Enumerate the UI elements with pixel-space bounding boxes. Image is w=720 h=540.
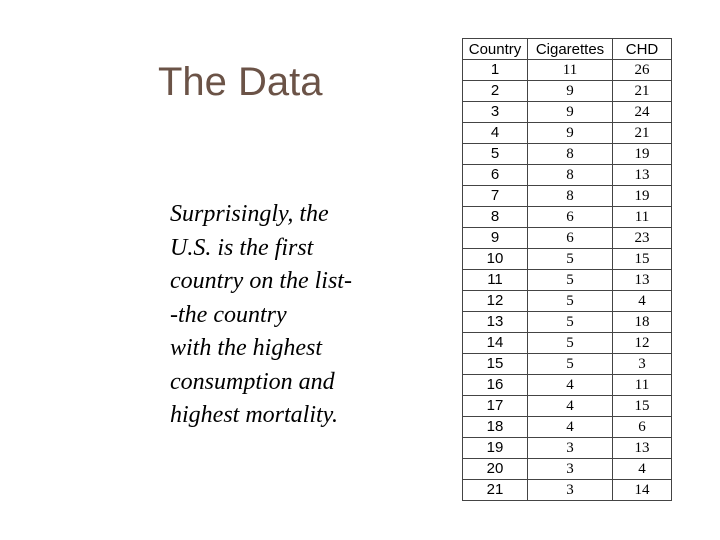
chd-cell: 15: [613, 396, 672, 417]
chd-cell: 23: [613, 228, 672, 249]
chd-cell: 21: [613, 123, 672, 144]
country-cell: 2: [463, 81, 528, 102]
table-row: [463, 144, 672, 165]
table-row: [463, 165, 672, 186]
country-cell: 12: [463, 291, 528, 312]
table-row: [463, 81, 672, 102]
table-row: [463, 270, 672, 291]
column-header-chd: CHD: [613, 39, 672, 60]
cigarettes-cell: 3: [528, 480, 613, 501]
country-cell: 9: [463, 228, 528, 249]
chd-cell: 14: [613, 480, 672, 501]
chd-cell: 19: [613, 144, 672, 165]
column-header-cigarettes: Cigarettes: [528, 39, 613, 60]
chd-cell: 21: [613, 81, 672, 102]
table-row: [463, 249, 672, 270]
chd-cell: 26: [613, 60, 672, 81]
country-cell: 1: [463, 60, 528, 81]
country-cell: 11: [463, 270, 528, 291]
cigarettes-cell: 8: [528, 144, 613, 165]
country-cell: 5: [463, 144, 528, 165]
table-row: [463, 459, 672, 480]
country-cell: 3: [463, 102, 528, 123]
chd-cell: 13: [613, 270, 672, 291]
table-row: [463, 396, 672, 417]
cigarettes-cell: 4: [528, 396, 613, 417]
cigarettes-cell: 5: [528, 291, 613, 312]
chd-cell: 11: [613, 375, 672, 396]
table-row: [463, 438, 672, 459]
table-row: [463, 228, 672, 249]
country-cell: 4: [463, 123, 528, 144]
cigarettes-cell: 4: [528, 375, 613, 396]
country-cell: 16: [463, 375, 528, 396]
cigarettes-cell: 8: [528, 186, 613, 207]
cigarettes-cell: 5: [528, 354, 613, 375]
table-row: [463, 354, 672, 375]
chd-cell: 13: [613, 165, 672, 186]
cigarettes-cell: 5: [528, 312, 613, 333]
table-row: [463, 60, 672, 81]
table-row: [463, 333, 672, 354]
table-row: [463, 375, 672, 396]
body-line: with the highest: [170, 335, 322, 361]
cigarettes-cell: 6: [528, 228, 613, 249]
cigarettes-cell: 9: [528, 123, 613, 144]
country-cell: 21: [463, 480, 528, 501]
cigarettes-cell: 3: [528, 438, 613, 459]
chd-cell: 19: [613, 186, 672, 207]
chd-cell: 6: [613, 417, 672, 438]
cigarettes-cell: 5: [528, 249, 613, 270]
slide-body-text: [170, 198, 410, 433]
table-row: [463, 207, 672, 228]
chd-cell: 4: [613, 459, 672, 480]
cigarettes-cell: 8: [528, 165, 613, 186]
country-cell: 19: [463, 438, 528, 459]
cigarettes-cell: 9: [528, 81, 613, 102]
table-row: [463, 123, 672, 144]
table-header-row: [463, 39, 672, 60]
chd-cell: 4: [613, 291, 672, 312]
cigarettes-cell: 6: [528, 207, 613, 228]
country-cell: 10: [463, 249, 528, 270]
country-cell: 20: [463, 459, 528, 480]
body-line: consumption and: [170, 368, 335, 395]
table-row: [463, 102, 672, 123]
table-row: [463, 186, 672, 207]
chd-cell: 3: [613, 354, 672, 375]
body-line: highest mortality.: [170, 402, 338, 428]
cigarettes-cell: 3: [528, 459, 613, 480]
cigarettes-cell: 5: [528, 333, 613, 354]
chd-cell: 18: [613, 312, 672, 333]
chd-cell: 13: [613, 438, 672, 459]
slide-title: The Data: [158, 60, 323, 104]
chd-cell: 15: [613, 249, 672, 270]
chd-cell: 24: [613, 102, 672, 123]
cigarettes-cell: 5: [528, 270, 613, 291]
country-cell: 8: [463, 207, 528, 228]
table-row: [463, 417, 672, 438]
cigarettes-cell: 4: [528, 417, 613, 438]
country-cell: 18: [463, 417, 528, 438]
table-body: [463, 60, 672, 501]
chd-cell: 12: [613, 333, 672, 354]
cigarettes-cell: 9: [528, 102, 613, 123]
country-cell: 6: [463, 165, 528, 186]
body-line: country on the list-: [170, 268, 352, 294]
country-cell: 15: [463, 354, 528, 375]
data-table: [462, 38, 672, 501]
country-cell: 7: [463, 186, 528, 207]
cigarettes-cell: 11: [528, 60, 613, 81]
body-line: Surprisingly, the: [170, 201, 329, 227]
body-line: U.S. is the first: [170, 234, 314, 261]
table-row: [463, 480, 672, 501]
chd-cell: 11: [613, 207, 672, 228]
column-header-country: Country: [463, 39, 528, 60]
body-line: -the country: [170, 301, 287, 328]
table-row: [463, 291, 672, 312]
country-cell: 17: [463, 396, 528, 417]
country-cell: 13: [463, 312, 528, 333]
country-cell: 14: [463, 333, 528, 354]
table-row: [463, 312, 672, 333]
